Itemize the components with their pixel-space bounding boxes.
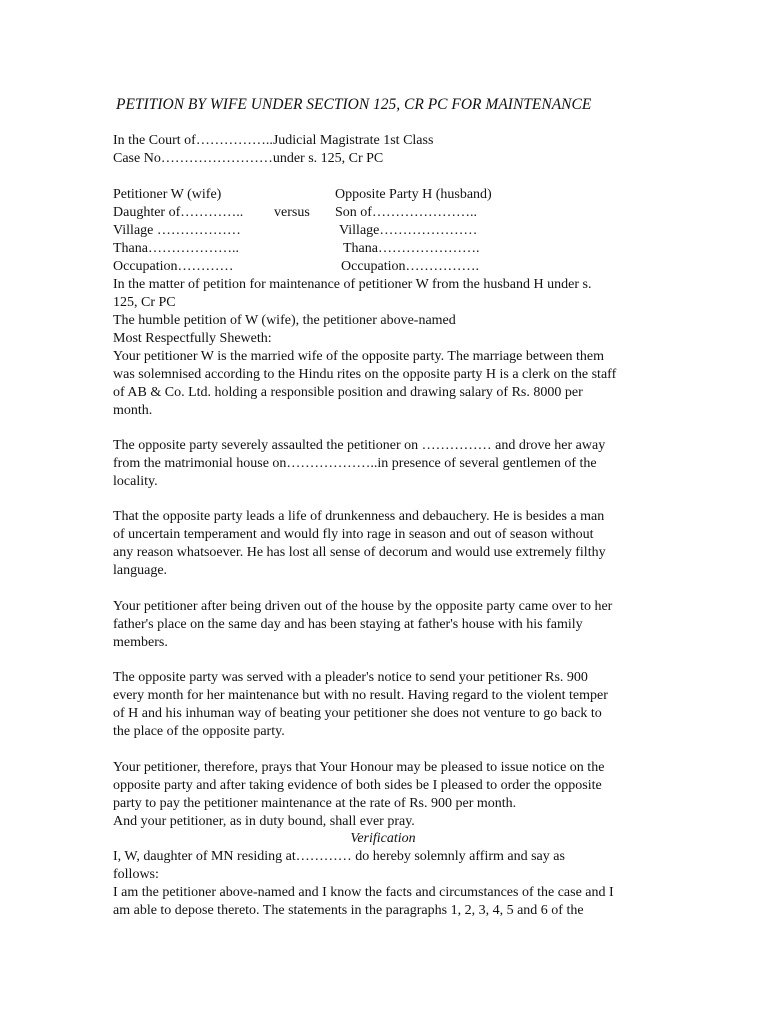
verification-line: I, W, daughter of MN residing at………… do hereby solemnly affirm and say as xyxy=(113,849,565,864)
party-row xyxy=(113,240,673,258)
versus-label: versus xyxy=(274,205,310,220)
paragraph-6 xyxy=(113,759,653,831)
paragraph-line: Your petitioner W is the married wife of the opposite party. The marriage between them xyxy=(113,349,605,364)
verification-heading: Verification xyxy=(350,831,416,846)
verification-line: follows: xyxy=(113,867,159,882)
paragraph-4 xyxy=(113,598,653,652)
petitioner-village: Village ……………… xyxy=(113,223,241,238)
paragraph-5 xyxy=(113,669,653,741)
paragraph-line: opposite party and after taking evidence of both sides be I pleased to order the opposite xyxy=(113,778,602,793)
paragraph-line: And your petitioner, as in duty bound, shall ever pray. xyxy=(113,814,415,829)
paragraph-line: from the matrimonial house on………………..in presence of several gentlemen of the xyxy=(113,456,597,471)
court-line: In the Court of……………..Judicial Magistrate 1st Class xyxy=(113,133,434,148)
opposite-thana: Thana…………………. xyxy=(343,241,480,256)
paragraph-line: The opposite party was served with a pleader's notice to send your petitioner Rs. 900 xyxy=(113,670,588,685)
party-row xyxy=(113,186,673,204)
court-header xyxy=(113,132,643,168)
paragraph-line: of AB & Co. Ltd. holding a responsible position and drawing salary of Rs. 8000 per xyxy=(113,385,583,400)
petitioner-occupation: Occupation………… xyxy=(113,259,234,274)
paragraph-line: party to pay the petitioner maintenance at the rate of Rs. 900 per month. xyxy=(113,796,517,811)
matter-section xyxy=(113,276,653,348)
petitioner-label: Petitioner W (wife) xyxy=(113,187,222,202)
paragraph-line: was solemnised according to the Hindu rites on the opposite party H is a clerk on the staff xyxy=(113,367,617,382)
paragraph-line: any reason whatsoever. He has lost all sense of decorum and would use extremely filthy xyxy=(113,545,606,560)
document-title: PETITION BY WIFE UNDER SECTION 125, CR PC FOR MAINTENANCE xyxy=(116,96,592,113)
verification-line: am able to depose thereto. The statements in the paragraphs 1, 2, 3, 4, 5 and 6 of the xyxy=(113,903,584,918)
verification-line: I am the petitioner above-named and I know the facts and circumstances of the case and I xyxy=(113,885,614,900)
paragraph-line: of uncertain temperament and would fly into rage in season and out of season without xyxy=(113,527,594,542)
paragraph-line: month. xyxy=(113,403,153,418)
matter-line: 125, Cr PC xyxy=(113,295,176,310)
opposite-village: Village………………… xyxy=(339,223,478,238)
verification-section xyxy=(113,830,653,920)
case-line: Case No……………………under s. 125, Cr PC xyxy=(113,151,384,166)
humble-petition-line: The humble petition of W (wife), the petitioner above-named xyxy=(113,313,456,328)
petitioner-daughter-of: Daughter of………….. xyxy=(113,205,244,220)
paragraph-line: Your petitioner after being driven out of the house by the opposite party came over to her xyxy=(113,599,613,614)
matter-line: In the matter of petition for maintenance of petitioner W from the husband H under s. xyxy=(113,277,592,292)
paragraph-line: locality. xyxy=(113,474,158,489)
paragraph-line: Your petitioner, therefore, prays that Your Honour may be pleased to issue notice on the xyxy=(113,760,605,775)
paragraph-line: father's place on the same day and has been staying at father's house with his family xyxy=(113,617,583,632)
sheweth-line: Most Respectfully Sheweth: xyxy=(113,331,272,346)
paragraph-line: That the opposite party leads a life of drunkenness and debauchery. He is besides a man xyxy=(113,509,605,524)
paragraph-line: of H and his inhuman way of beating your petitioner she does not venture to go back to xyxy=(113,706,602,721)
paragraph-line: language. xyxy=(113,563,168,578)
opposite-party-label: Opposite Party H (husband) xyxy=(335,187,492,202)
paragraph-1 xyxy=(113,348,653,420)
party-row xyxy=(113,222,673,240)
party-row xyxy=(113,204,673,222)
petitioner-thana: Thana……………….. xyxy=(113,241,239,256)
opposite-son-of: Son of………………….. xyxy=(335,205,477,220)
paragraph-3 xyxy=(113,508,653,580)
paragraph-line: The opposite party severely assaulted the petitioner on …………… and drove her away xyxy=(113,438,606,453)
paragraph-line: members. xyxy=(113,635,168,650)
paragraph-line: every month for her maintenance but with no result. Having regard to the violent temper xyxy=(113,688,608,703)
parties-table xyxy=(113,186,673,276)
party-row xyxy=(113,258,673,276)
opposite-occupation: Occupation……………. xyxy=(341,259,480,274)
paragraph-2 xyxy=(113,437,653,491)
paragraph-line: the place of the opposite party. xyxy=(113,724,285,739)
